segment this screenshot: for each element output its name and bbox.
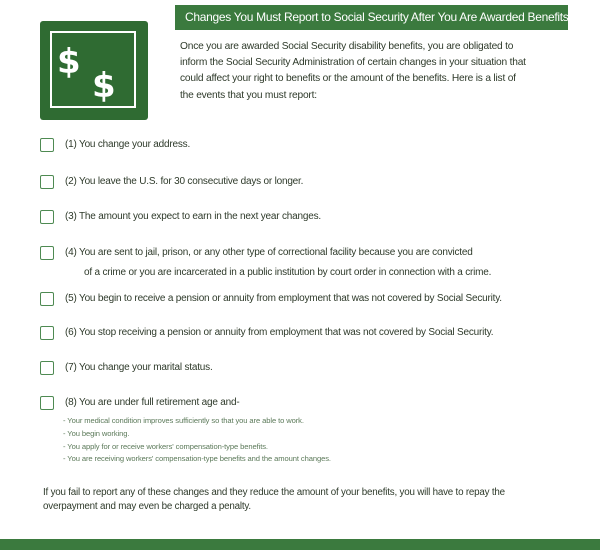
svg-text:$: $ (57, 42, 81, 82)
page-title: Changes You Must Report to Social Security After You Are Awarded Benefits (175, 5, 568, 30)
checkbox[interactable] (40, 175, 54, 189)
checklist-item-text: (1) You change your address. (65, 139, 191, 150)
checkbox[interactable] (40, 396, 54, 410)
checklist-item-text: (2) You leave the U.S. for 30 consecutive days or longer. (65, 176, 304, 187)
checklist-item-text: (6) You stop receiving a pension or annuity from employment that was not covered by Social Security. (65, 327, 494, 338)
bottom-divider (0, 539, 600, 550)
checkbox[interactable] (40, 361, 54, 375)
checkbox[interactable] (40, 292, 54, 306)
checkbox[interactable] (40, 210, 54, 224)
checklist-item-text-continued: of a crime or you are incarcerated in a public institution by court order in connection with a crime. (84, 267, 492, 278)
checklist-item-text: (4) You are sent to jail, prison, or any other type of correctional facility because you are convicted (65, 247, 473, 258)
sub-item-list (63, 415, 331, 466)
svg-text:$: $ (92, 66, 116, 106)
checklist-item-text: (3) The amount you expect to earn in the next year changes. (65, 211, 321, 222)
checkbox[interactable] (40, 326, 54, 340)
checklist-item-text: (5) You begin to receive a pension or annuity from employment that was not covered by Social Security. (65, 293, 502, 304)
footer-note: If you fail to report any of these changes and they reduce the amount of your benefits, you will have to repay the overpayment and may even be charged a penalty. (43, 487, 505, 512)
list-item: - Your medical condition improves sufficiently so that you are able to work. (63, 416, 304, 425)
checklist-item-text: (7) You change your marital status. (65, 362, 213, 373)
checkbox[interactable] (40, 246, 54, 260)
list-item: - You apply for or receive workers' compensation-type benefits. (63, 441, 268, 451)
intro-paragraph: Once you are awarded Social Security disability benefits, you are obligated to inform the Social Security Administration of certain changes in your situation that could affect your right to benefits or the amount of the benefits. Here is a list of the events that you must report: (180, 41, 526, 101)
logo-badge (40, 21, 148, 120)
checkbox[interactable] (40, 138, 54, 152)
list-item: - You are receiving workers' compensation-type benefits and the amount changes. (63, 454, 331, 464)
dollar-signs-icon (50, 31, 136, 108)
checklist-item-text: (8) You are under full retirement age and- (65, 397, 240, 408)
list-item: - You begin working. (63, 428, 130, 438)
